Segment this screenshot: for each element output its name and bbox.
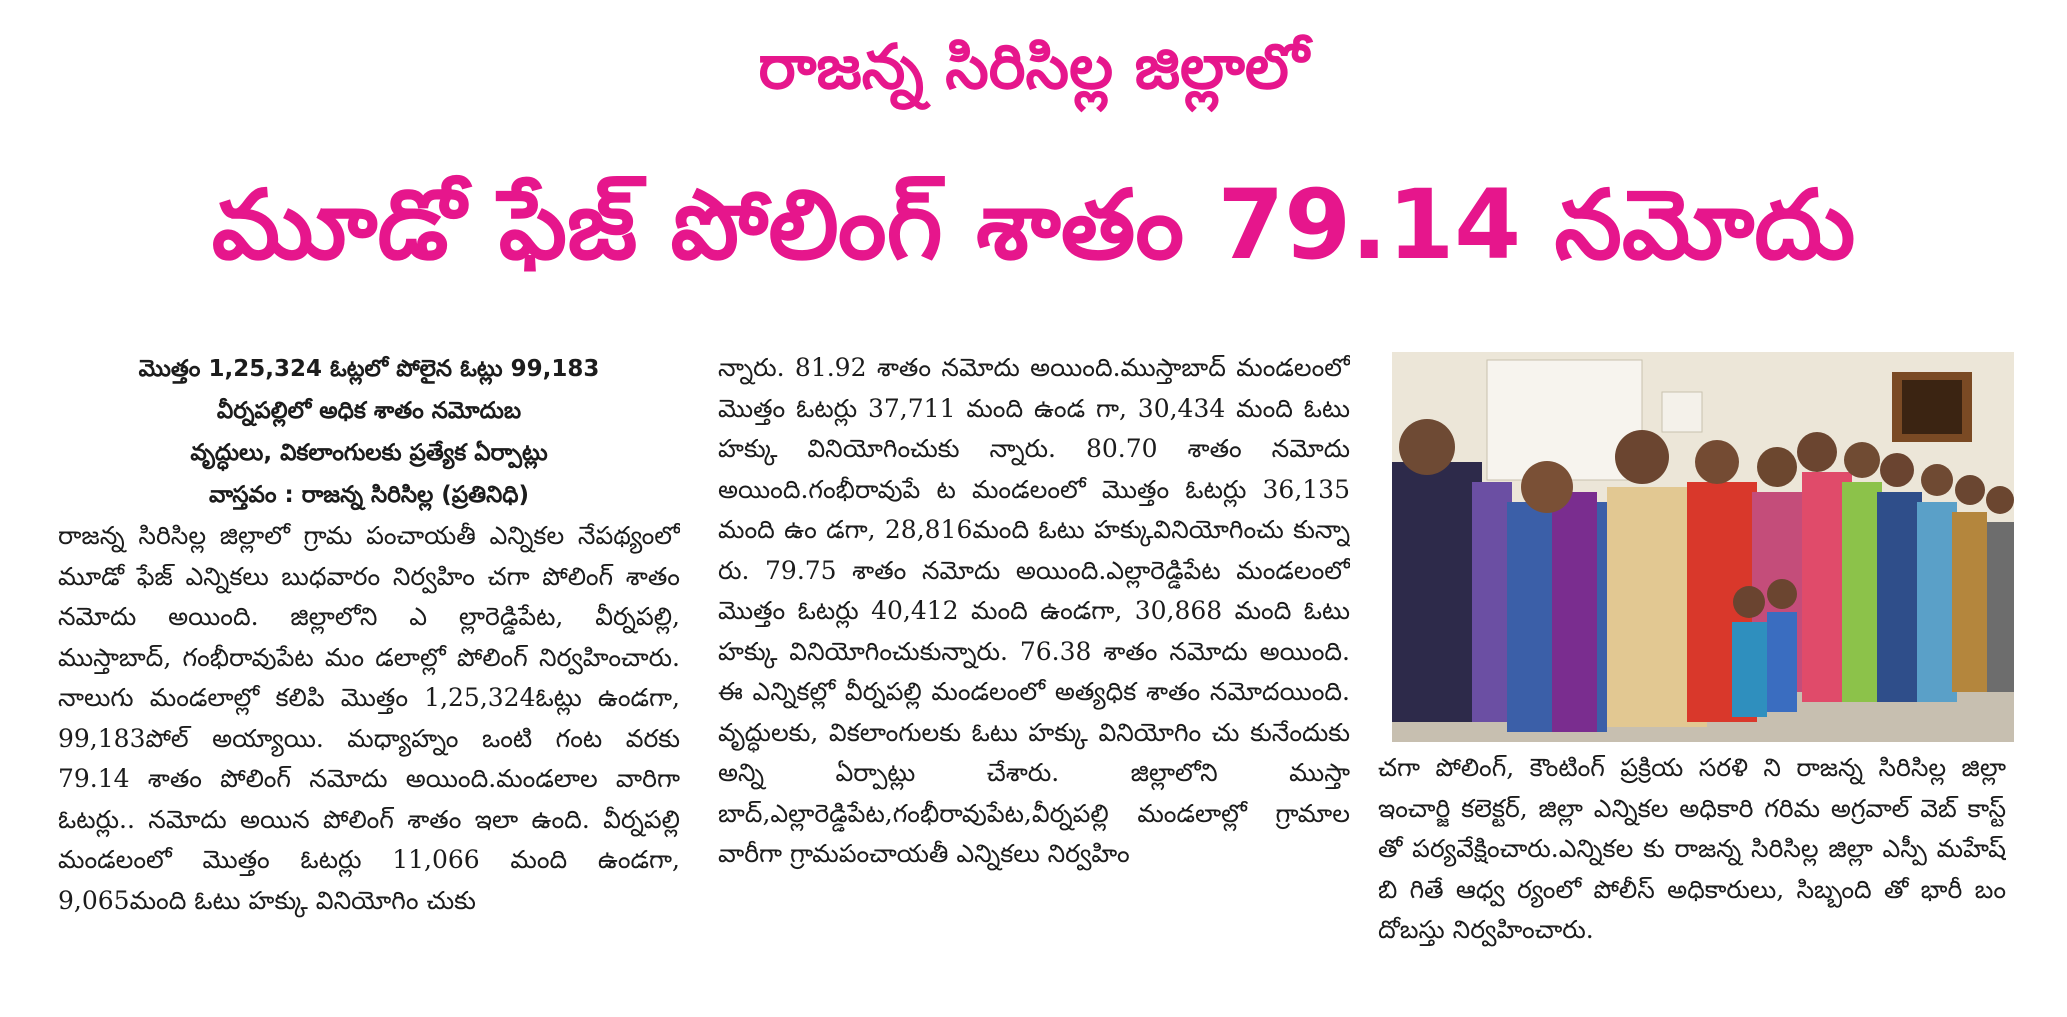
body-text-column-3: చగా పోలింగ్, కౌంటింగ్ ప్రక్రియ సరళి ని రాజన్న సిరిసిల్ల జిల్లా ఇంచార్జి కలెక్టర్, జిల్లా ఎన్నికల అధికారి గరిమ అగ్రవాల్ వెబ్ కాస్ట్ తో పర్యవేక్షించారు.ఎన్నికల కు రాజన్న సిరిసిల్ల జిల్లా ఎస్పీ మహేష్ బి గితే ఆధ్వ ర్యంలో పోలీస్ అధికారులు, సిబ్బంది తో భారీ బం దోబస్తు నిర్వహించారు.	[1378, 753, 2006, 944]
photo-illustration	[1392, 352, 2014, 742]
article-headline: మూడో ఫేజ్ పోలింగ్ శాతం 79.14 నమోదు	[211, 169, 1856, 281]
subhead-3: వృద్ధులు, వికలాంగులకు ప్రత్యేక ఏర్పాట్లు	[190, 440, 548, 466]
dateline: వాస్తవం : రాజన్న సిరిసిల్ల (ప్రతినిధి)	[208, 482, 530, 508]
article-column-1	[58, 348, 680, 1008]
body-text-column-1: రాజన్న సిరిసిల్ల జిల్లాలో గ్రామ పంచాయతీ ఎన్నికల నేపథ్యంలో మూడో ఫేజ్ ఎన్నికలు బుధవారం నిర్వహిం చగా పోలింగ్ శాతం నమోదు అయింది. జిల్లాలోని ఎ ల్లారెడ్డిపేట, వీర్నపల్లి, ముస్తాబాద్, గంభీరావుపేట మం డలాల్లో పోలింగ్ నిర్వహించారు. నాలుగు మండలాల్లో కలిపి మొత్తం 1,25,324ఓట్లు ఉండగా, 99,183పోల్ అయ్యాయి. మధ్యాహ్నం ఒంటి గంట వరకు 79.14 శాతం పోలింగ్ నమోదు అయింది.మండలాల వారిగా ఓటర్లు.. నమోదు అయిన పోలింగ్ శాతం ఇలా ఉంది. వీర్నపల్లి మండలంలో మొత్తం ఓటర్లు 11,066 మంది ఉండగా, 9,065మంది ఓటు హక్కు వినియోగిం చుకు	[58, 521, 680, 915]
article-column-2	[718, 348, 1350, 1008]
article-column-3	[1378, 748, 2006, 1008]
article-kicker: రాజన్న సిరిసిల్ల జిల్లాలో	[758, 30, 1309, 103]
body-text-column-2: న్నారు. 81.92 శాతం నమోదు అయింది.ముస్తాబాద్ మండలంలో మొత్తం ఓటర్లు 37,711 మంది ఉండ గా, 30,434 మంది ఓటు హక్కు వినియోగించుకు న్నారు. 80.70 శాతం నమోదు అయింది.గంభీరావుపే ట మండలంలో మొత్తం ఓటర్లు 36,135 మంది ఉం డగా, 28,816మంది ఓటు హక్కువినియోగించు కున్నా రు. 79.75 శాతం నమోదు అయింది.ఎల్లారెడ్డిపేట మండలంలో మొత్తం ఓటర్లు 40,412 మంది ఉండగా, 30,868 మంది ఓటు హక్కు వినియోగించుకున్నారు. 76.38 శాతం నమోదు అయింది. ఈ ఎన్నికల్లో వీర్నపల్లి మండలంలో అత్యధిక శాతం నమోదయింది. వృద్ధులకు, వికలాంగులకు ఓటు హక్కు వినియోగిం చు కునేందుకు అన్ని ఏర్పాట్లు చేశారు. జిల్లాలోని ముస్తా బాద్,ఎల్లారెడ్డిపేట,గంభీరావుపేట,వీర్నపల్లి మండలాల్లో గ్రామాల వారీగా గ్రామపంచాయతీ ఎన్నికలు నిర్వహిం	[718, 353, 1350, 868]
subhead-2: వీర్నపల్లిలో అధిక శాతం నమోదుబ	[216, 398, 522, 424]
subhead-1: మొత్తం 1,25,324 ఓట్లలో పోలైన ఓట్లు 99,183	[138, 356, 600, 382]
polling-queue-photo	[1392, 352, 2014, 742]
